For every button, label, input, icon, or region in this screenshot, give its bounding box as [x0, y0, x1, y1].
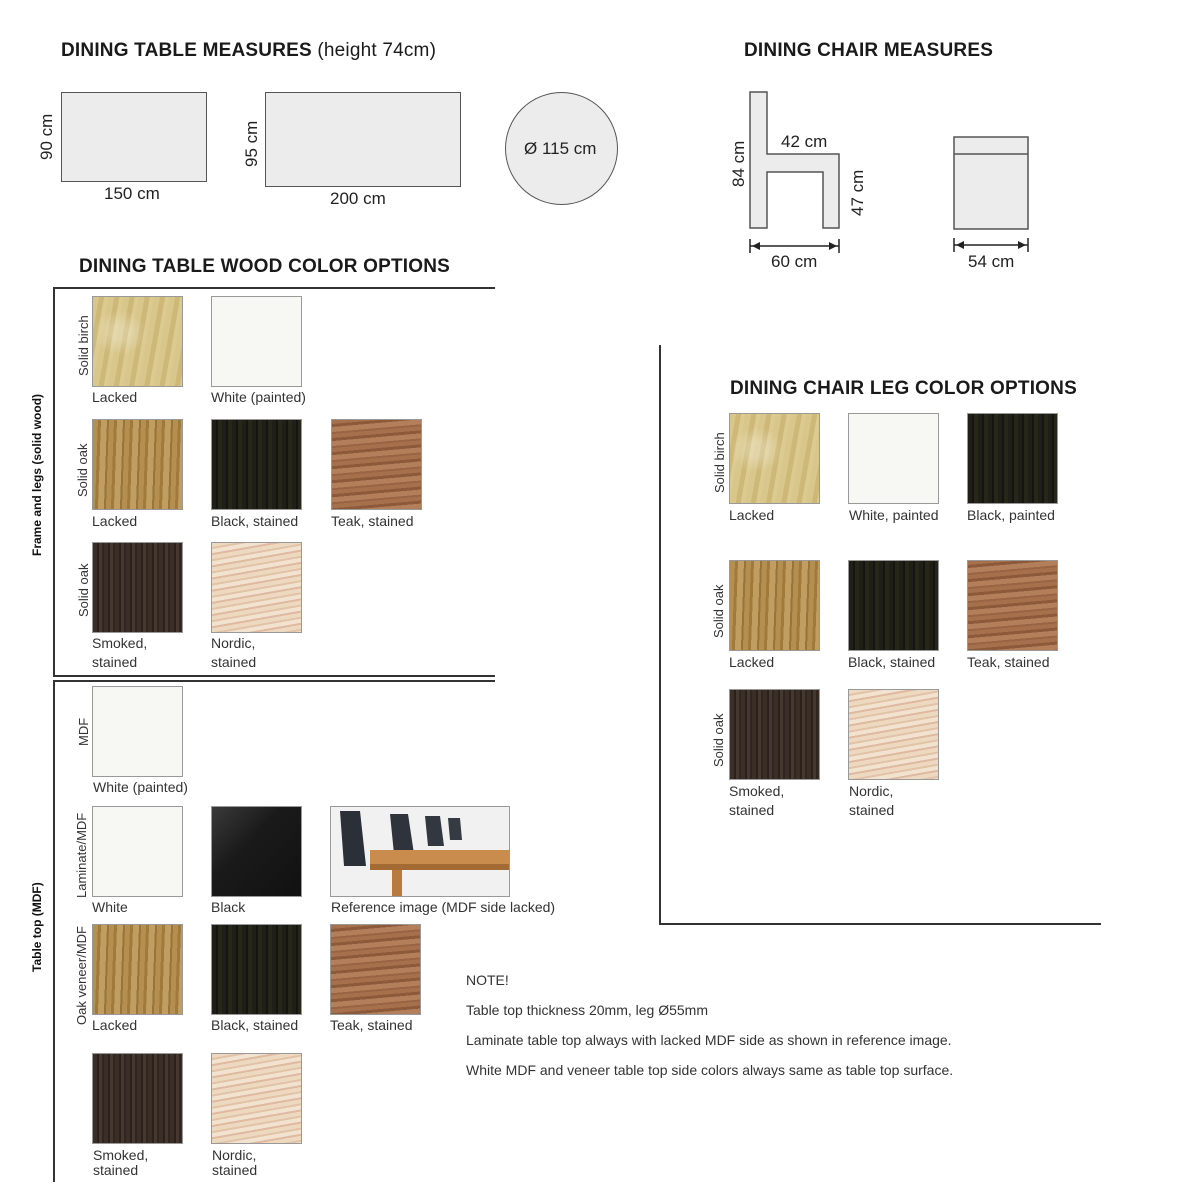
frame-top-line	[53, 287, 495, 289]
chair-swatch-birch-white[interactable]	[848, 413, 939, 504]
swatch-ven-nordic[interactable]	[211, 1053, 302, 1144]
section-top-label: Table top (MDF)	[30, 882, 44, 972]
swatch-oak-smoked-label-1: Smoked,	[92, 635, 148, 651]
swatch-ven-smoked[interactable]	[92, 1053, 183, 1144]
round-diameter-label: Ø 115 cm	[524, 139, 597, 158]
table-rect-200x95	[265, 92, 461, 187]
table-rect-150x90	[61, 92, 207, 182]
group-veneer-label: Oak veneer/MDF	[74, 926, 89, 1025]
swatch-birch-lacked[interactable]	[92, 296, 183, 387]
frame-divider-2	[53, 680, 495, 682]
rect2-width-label: 200 cm	[330, 189, 386, 208]
swatch-oak-nordic[interactable]	[211, 542, 302, 633]
chair-group-birch-label: Solid birch	[712, 432, 727, 493]
chair-swatch-oak-nordic-label-1: Nordic,	[849, 783, 894, 799]
group-birch-label: Solid birch	[76, 315, 91, 376]
swatch-oak-smoked[interactable]	[92, 542, 183, 633]
rect1-height-label: 90 cm	[37, 113, 56, 160]
swatch-oak-teak[interactable]	[331, 419, 422, 510]
swatch-oak-nordic-label-2: stained	[211, 654, 257, 670]
table-measures-title: DINING TABLE MEASURES (height 74cm)	[61, 40, 437, 61]
rect1-width-label: 150 cm	[104, 184, 160, 203]
group-oak1-label: Solid oak	[75, 443, 90, 497]
swatch-lam-white[interactable]	[92, 806, 183, 897]
swatch-oak-black[interactable]	[211, 419, 302, 510]
reference-image-label: Reference image (MDF side lacked)	[331, 899, 556, 915]
chair-seat-height-label: 47 cm	[848, 169, 867, 216]
swatch-lam-white-label: White	[92, 899, 128, 915]
swatch-ven-smoked-label-1: Smoked,	[93, 1147, 149, 1163]
frame-divider-1	[53, 675, 495, 677]
chair-height-label: 84 cm	[729, 140, 748, 187]
chair-width-label: 54 cm	[968, 252, 1015, 271]
chair-leg-options-title: DINING CHAIR LEG COLOR OPTIONS	[730, 378, 1077, 399]
note-heading: NOTE!	[466, 972, 509, 988]
chair-swatch-oak-nordic-label-2: stained	[849, 802, 895, 818]
chair-swatch-birch-white-label: White, painted	[849, 507, 939, 523]
swatch-birch-white-label: White (painted)	[211, 389, 306, 405]
swatch-oak-nordic-label-1: Nordic,	[211, 635, 256, 651]
wood-options-title: DINING TABLE WOOD COLOR OPTIONS	[79, 256, 451, 277]
swatch-ven-teak[interactable]	[330, 924, 421, 1015]
swatch-mdf-white-label: White (painted)	[93, 779, 188, 795]
chair-measures-title: DINING CHAIR MEASURES	[744, 40, 994, 61]
chair-swatch-birch-black-label: Black, painted	[967, 507, 1055, 523]
swatch-ven-nordic-label-2: stained	[212, 1162, 258, 1178]
chair-swatch-oak-smoked[interactable]	[729, 689, 820, 780]
chair-swatch-oak-teak[interactable]	[967, 560, 1058, 651]
chair-swatch-oak-lacked[interactable]	[729, 560, 820, 651]
section-frame-label: Frame and legs (solid wood)	[30, 393, 44, 556]
chair-swatch-oak-smoked-label-2: stained	[729, 802, 775, 818]
note-line-1: Table top thickness 20mm, leg Ø55mm	[466, 1002, 708, 1018]
swatch-mdf-white[interactable]	[92, 686, 183, 777]
chair-frame-left-line	[659, 345, 661, 925]
swatch-oak-black-label: Black, stained	[211, 513, 299, 529]
top-left-line	[53, 680, 55, 1182]
chair-swatch-oak-lacked-label: Lacked	[729, 654, 775, 670]
group-laminate-label: Laminate/MDF	[74, 812, 89, 898]
swatch-ven-lacked-label: Lacked	[92, 1017, 138, 1033]
swatch-lam-black-label: Black	[211, 899, 246, 915]
swatch-birch-lacked-label: Lacked	[92, 389, 138, 405]
swatch-ven-black-label: Black, stained	[211, 1017, 299, 1033]
chair-swatch-oak-nordic[interactable]	[848, 689, 939, 780]
chair-swatch-birch-black[interactable]	[967, 413, 1058, 504]
note-line-2: Laminate table top always with lacked MDF side as shown in reference image.	[466, 1032, 952, 1048]
swatch-birch-white[interactable]	[211, 296, 302, 387]
swatch-lam-black[interactable]	[211, 806, 302, 897]
chair-swatch-oak-black[interactable]	[848, 560, 939, 651]
note-line-3: White MDF and veneer table top side colors always same as table top surface.	[466, 1062, 954, 1078]
chair-group-oak1-label: Solid oak	[711, 584, 726, 638]
chair-seat-depth-label: 42 cm	[781, 132, 828, 151]
swatch-oak-teak-label: Teak, stained	[331, 513, 414, 529]
swatch-ven-smoked-label-2: stained	[93, 1162, 139, 1178]
chair-group-oak2-label: Solid oak	[711, 713, 726, 767]
chair-swatch-birch-lacked[interactable]	[729, 413, 820, 504]
chair-side-view	[740, 88, 860, 268]
chair-frame-bottom-line	[659, 923, 1101, 925]
swatch-oak-smoked-label-2: stained	[92, 654, 138, 670]
rect2-height-label: 95 cm	[242, 120, 261, 167]
swatch-oak-lacked[interactable]	[92, 419, 183, 510]
group-oak2-label: Solid oak	[76, 563, 91, 617]
swatch-ven-lacked[interactable]	[92, 924, 183, 1015]
swatch-ven-black[interactable]	[211, 924, 302, 1015]
chair-swatch-oak-teak-label: Teak, stained	[967, 654, 1050, 670]
chair-swatch-oak-smoked-label-1: Smoked,	[729, 783, 785, 799]
swatch-ven-teak-label: Teak, stained	[330, 1017, 413, 1033]
group-mdf-label: MDF	[76, 717, 91, 746]
chair-depth-label: 60 cm	[771, 252, 818, 271]
chair-front-view	[950, 134, 1034, 254]
frame-left-line	[53, 287, 55, 677]
swatch-ven-nordic-label-1: Nordic,	[212, 1147, 257, 1163]
reference-image	[330, 806, 510, 897]
chair-swatch-birch-lacked-label: Lacked	[729, 507, 775, 523]
swatch-oak-lacked-label: Lacked	[92, 513, 138, 529]
chair-swatch-oak-black-label: Black, stained	[848, 654, 936, 670]
